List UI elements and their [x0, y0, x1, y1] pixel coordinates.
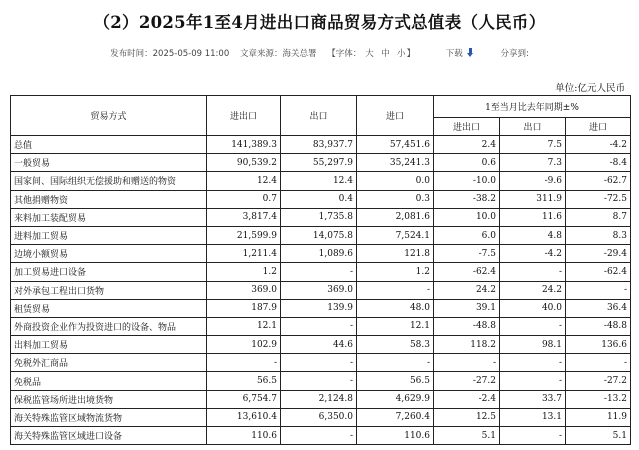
cell-import: 0.3 [357, 190, 434, 208]
cell-name: 海关特殊监管区域进口设备 [11, 427, 207, 445]
cell-export: 1,735.8 [281, 208, 357, 226]
cell-yoy-total: -62.4 [434, 263, 500, 281]
table-row [11, 190, 631, 208]
cell-yoy-export: 98.1 [500, 336, 566, 354]
header-yoy-import: 进口 [566, 118, 631, 136]
table-row [11, 263, 631, 281]
cell-yoy-import: 136.6 [566, 336, 631, 354]
publish-info [110, 49, 229, 59]
header-yoy-group: 1至当月比去年同期±% [434, 96, 631, 118]
cell-name: 外商投资企业作为投资进口的设备、物品 [11, 317, 207, 335]
cell-yoy-import: -13.2 [566, 390, 631, 408]
cell-import: 2,081.6 [357, 208, 434, 226]
cell-export: - [281, 263, 357, 281]
cell-yoy-export: 11.6 [500, 208, 566, 226]
cell-export: 55,297.9 [281, 154, 357, 172]
publish-label: 发布时间： [110, 49, 153, 59]
cell-total: 110.6 [207, 427, 281, 445]
cell-import: - [357, 354, 434, 372]
table-row [11, 245, 631, 263]
cell-name: 总值 [11, 136, 207, 154]
cell-total: 187.9 [207, 299, 281, 317]
cell-import: 7,524.1 [357, 226, 434, 244]
download-icon [467, 48, 474, 57]
cell-export: - [281, 427, 357, 445]
cell-export: 2,124.8 [281, 390, 357, 408]
cell-yoy-import: -4.2 [566, 136, 631, 154]
cell-yoy-total: 39.1 [434, 299, 500, 317]
publish-time: 2025-05-09 11:00 [152, 49, 230, 59]
cell-total: 1,211.4 [207, 245, 281, 263]
cell-export: 12.4 [281, 172, 357, 190]
cell-import: 48.0 [357, 299, 434, 317]
table-row [11, 226, 631, 244]
cell-export: 139.9 [281, 299, 357, 317]
table-row [11, 299, 631, 317]
cell-yoy-export: 4.8 [500, 226, 566, 244]
cell-name: 国家间、国际组织无偿援助和赠送的物资 [11, 172, 207, 190]
cell-yoy-import: -62.7 [566, 172, 631, 190]
cell-name: 免税品 [11, 372, 207, 390]
cell-yoy-import: 5.1 [566, 427, 631, 445]
cell-total: 3,817.4 [207, 208, 281, 226]
cell-export: 83,937.7 [281, 136, 357, 154]
cell-import: 7,260.4 [357, 408, 434, 426]
cell-import: 110.6 [357, 427, 434, 445]
cell-export: - [281, 317, 357, 335]
table-row [11, 408, 631, 426]
cell-total: 56.5 [207, 372, 281, 390]
cell-export: 369.0 [281, 281, 357, 299]
font-size-close: 】 [406, 49, 416, 59]
cell-name: 对外承包工程出口货物 [11, 281, 207, 299]
font-medium-button[interactable]: 中 [381, 49, 390, 59]
table-row [11, 336, 631, 354]
cell-name: 出料加工贸易 [11, 336, 207, 354]
cell-total: 13,610.4 [207, 408, 281, 426]
cell-yoy-total: 2.4 [434, 136, 500, 154]
cell-yoy-import: 11.9 [566, 408, 631, 426]
cell-yoy-total: 0.6 [434, 154, 500, 172]
source-label: 文章来源： [239, 49, 283, 59]
table-row [11, 372, 631, 390]
cell-import: 12.1 [357, 317, 434, 335]
header-yoy-total: 进出口 [434, 118, 500, 136]
cell-import: 56.5 [357, 372, 434, 390]
cell-yoy-export: 7.3 [500, 154, 566, 172]
article-meta [0, 47, 639, 59]
cell-yoy-total: 12.5 [434, 408, 500, 426]
cell-yoy-import: -72.5 [566, 190, 631, 208]
header-export: 出口 [281, 96, 357, 136]
cell-yoy-import: -8.4 [566, 154, 631, 172]
table-row [11, 208, 631, 226]
cell-yoy-total: -27.2 [434, 372, 500, 390]
cell-yoy-total: 6.0 [434, 226, 500, 244]
cell-name: 进料加工贸易 [11, 226, 207, 244]
table-row [11, 172, 631, 190]
cell-name: 其他捐赠物资 [11, 190, 207, 208]
cell-import: 57,451.6 [357, 136, 434, 154]
cell-yoy-export: -4.2 [500, 245, 566, 263]
cell-yoy-import: 8.3 [566, 226, 631, 244]
cell-import: 35,241.3 [357, 154, 434, 172]
cell-export: 1,089.6 [281, 245, 357, 263]
table-row [11, 354, 631, 372]
cell-yoy-total: -48.8 [434, 317, 500, 335]
cell-yoy-total: 10.0 [434, 208, 500, 226]
cell-yoy-total: 5.1 [434, 427, 500, 445]
cell-export: 6,350.0 [281, 408, 357, 426]
cell-name: 海关特殊监管区域物流货物 [11, 408, 207, 426]
source-name: 海关总署 [282, 49, 317, 59]
page-title: （2）2025年1至4月进出口商品贸易方式总值表（人民币） [93, 13, 546, 32]
cell-yoy-total: 24.2 [434, 281, 500, 299]
cell-export: 14,075.8 [281, 226, 357, 244]
cell-yoy-export: - [500, 372, 566, 390]
cell-export: 0.4 [281, 190, 357, 208]
cell-total: 90,539.2 [207, 154, 281, 172]
trade-mode-table [10, 95, 631, 445]
cell-import: 4,629.9 [357, 390, 434, 408]
font-size-control [327, 49, 415, 59]
cell-total: 102.9 [207, 336, 281, 354]
cell-total: 1.2 [207, 263, 281, 281]
cell-import: 121.8 [357, 245, 434, 263]
cell-yoy-export: - [500, 354, 566, 372]
cell-name: 免税外汇商品 [11, 354, 207, 372]
cell-yoy-export: 33.7 [500, 390, 566, 408]
cell-total: 6,754.7 [207, 390, 281, 408]
share-label: 分享到: [500, 49, 529, 59]
cell-yoy-export: 7.5 [500, 136, 566, 154]
cell-yoy-total: - [434, 354, 500, 372]
cell-yoy-import: - [566, 354, 631, 372]
cell-name: 保税监管场所进出境货物 [11, 390, 207, 408]
cell-total: 12.4 [207, 172, 281, 190]
table-row [11, 427, 631, 445]
cell-import: 1.2 [357, 263, 434, 281]
cell-name: 一般贸易 [11, 154, 207, 172]
header-total: 进出口 [207, 96, 281, 136]
cell-import: 58.3 [357, 336, 434, 354]
header-import: 进口 [357, 96, 434, 136]
cell-yoy-import: 36.4 [566, 299, 631, 317]
cell-yoy-import: 8.7 [566, 208, 631, 226]
font-small-button[interactable]: 小 [397, 49, 406, 59]
cell-export: - [281, 354, 357, 372]
cell-yoy-total: -2.4 [434, 390, 500, 408]
unit-label: 单位:亿元人民币 [555, 83, 625, 94]
cell-yoy-export: 40.0 [500, 299, 566, 317]
table-row [11, 136, 631, 154]
header-yoy-export: 出口 [500, 118, 566, 136]
cell-yoy-export: 311.9 [500, 190, 566, 208]
cell-total: - [207, 354, 281, 372]
font-large-button[interactable]: 大 [365, 49, 374, 59]
cell-yoy-export: 13.1 [500, 408, 566, 426]
cell-yoy-import: -29.4 [566, 245, 631, 263]
cell-yoy-import: -27.2 [566, 372, 631, 390]
cell-yoy-export: - [500, 317, 566, 335]
table-row [11, 281, 631, 299]
cell-total: 369.0 [207, 281, 281, 299]
download-label: 下载 [445, 49, 463, 59]
cell-total: 12.1 [207, 317, 281, 335]
cell-yoy-total: 118.2 [434, 336, 500, 354]
cell-total: 0.7 [207, 190, 281, 208]
cell-import: 0.0 [357, 172, 434, 190]
cell-import: - [357, 281, 434, 299]
table-row [11, 154, 631, 172]
cell-yoy-export: - [500, 427, 566, 445]
cell-yoy-export: 24.2 [500, 281, 566, 299]
download-button[interactable] [446, 49, 478, 59]
cell-name: 来料加工装配贸易 [11, 208, 207, 226]
cell-export: 44.6 [281, 336, 357, 354]
source-info [240, 49, 317, 59]
cell-name: 加工贸易进口设备 [11, 263, 207, 281]
cell-total: 21,599.9 [207, 226, 281, 244]
cell-yoy-total: -38.2 [434, 190, 500, 208]
cell-yoy-import: -62.4 [566, 263, 631, 281]
cell-yoy-export: -9.6 [500, 172, 566, 190]
cell-yoy-import: -48.8 [566, 317, 631, 335]
table-row [11, 317, 631, 335]
cell-yoy-import: - [566, 281, 631, 299]
header-trade-mode: 贸易方式 [11, 96, 207, 136]
cell-yoy-total: -10.0 [434, 172, 500, 190]
cell-export: - [281, 372, 357, 390]
cell-yoy-export: - [500, 263, 566, 281]
table-row [11, 390, 631, 408]
cell-name: 边境小额贸易 [11, 245, 207, 263]
cell-yoy-total: -7.5 [434, 245, 500, 263]
cell-name: 租赁贸易 [11, 299, 207, 317]
cell-total: 141,389.3 [207, 136, 281, 154]
font-size-label: 【字体： [327, 49, 362, 59]
